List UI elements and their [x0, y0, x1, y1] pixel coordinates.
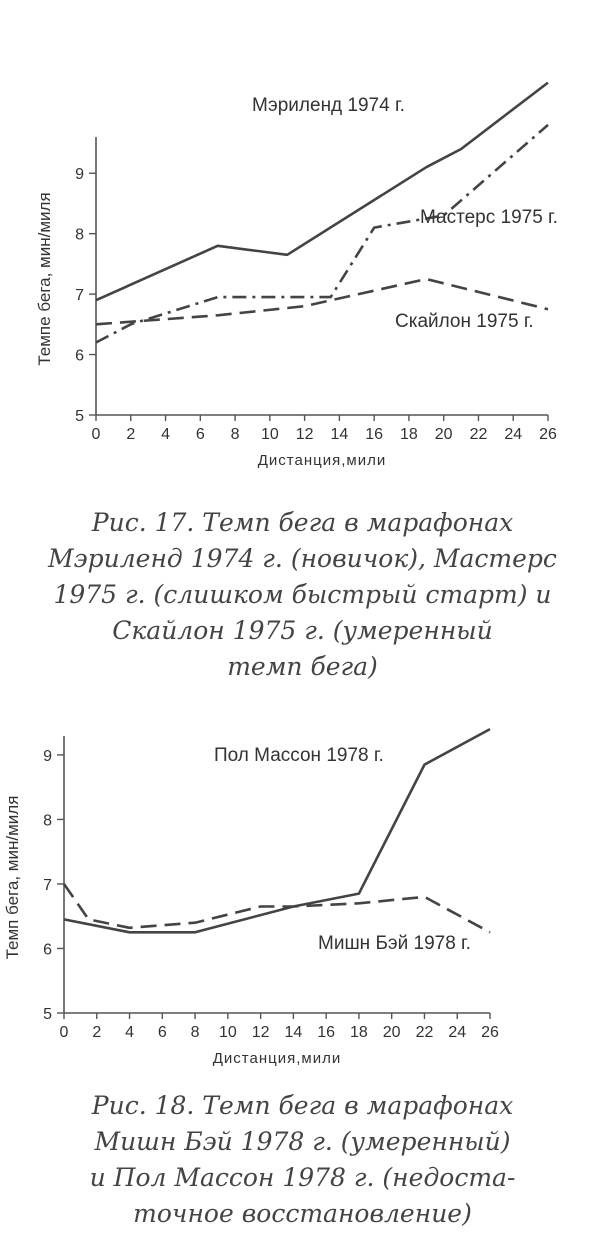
figure-18-caption [0, 1088, 605, 1232]
figure-18-chart [0, 695, 605, 1075]
y-tick-label: 5 [43, 1006, 52, 1023]
y-axis-label: Темп бега, мин/миля [3, 795, 22, 960]
x-tick-label: 0 [91, 426, 101, 443]
caption-line: темп бега) [227, 652, 378, 681]
x-tick-label: 4 [161, 426, 170, 443]
y-tick-label: 5 [75, 408, 84, 425]
x-tick-label: 4 [125, 1024, 134, 1041]
series-label: Мишн Бэй 1978 г. [318, 933, 471, 954]
x-axis-label: Дистанция,мили [212, 1050, 342, 1067]
series-label: Мэриленд 1974 г. [252, 95, 405, 116]
x-tick-label: 16 [365, 426, 384, 443]
x-tick-label: 18 [400, 426, 418, 443]
y-tick-label: 7 [43, 876, 52, 894]
x-tick-label: 18 [350, 1024, 368, 1041]
caption-line: Скайлон 1975 г. (умеренный [112, 616, 493, 645]
caption-line: 1975 г. (слишком быстрый старт) и [53, 580, 552, 609]
caption-line: Рис. 18. Темп бега в марафонах [91, 1091, 514, 1120]
x-tick-label: 20 [434, 426, 453, 443]
caption-line: Мишн Бэй 1978 г. (умеренный) [94, 1127, 511, 1156]
caption-line: Мэриленд 1974 г. (новичок), Мастерс [48, 544, 557, 573]
x-tick-label: 14 [284, 1024, 303, 1041]
x-tick-label: 22 [415, 1024, 434, 1041]
x-axis-label: Дистанция,мили [257, 452, 387, 469]
x-tick-label: 12 [251, 1024, 270, 1041]
caption-line: точное восстановление) [133, 1199, 472, 1228]
figure-17-chart [0, 0, 605, 495]
y-axis-label: Темпе бега, мин/миля [35, 192, 54, 366]
x-tick-label: 2 [92, 1024, 102, 1041]
x-tick-label: 24 [448, 1024, 467, 1041]
x-tick-label: 26 [481, 1024, 499, 1041]
series-label: Мастерс 1975 г. [420, 207, 558, 228]
caption-line: и Пол Массон 1978 г. (недоста- [89, 1163, 516, 1192]
y-tick-label: 6 [75, 347, 84, 365]
x-tick-label: 26 [539, 426, 557, 443]
x-tick-label: 10 [260, 426, 279, 443]
y-tick-label: 8 [43, 812, 52, 830]
x-tick-label: 2 [126, 426, 136, 443]
x-tick-label: 0 [59, 1024, 69, 1041]
x-tick-label: 6 [195, 426, 205, 443]
series-label: Скайлон 1975 г. [395, 311, 534, 332]
series-label: Пол Массон 1978 г. [214, 745, 384, 766]
y-tick-label: 9 [43, 747, 52, 765]
x-tick-label: 10 [218, 1024, 237, 1041]
figure-17-caption [0, 505, 605, 685]
y-tick-label: 6 [43, 941, 52, 959]
x-tick-label: 22 [469, 426, 488, 443]
y-tick-label: 7 [75, 287, 84, 305]
caption-line: Рис. 17. Темп бега в марафонах [91, 508, 514, 537]
x-tick-label: 14 [330, 426, 349, 443]
x-tick-label: 20 [382, 1024, 401, 1041]
y-tick-label: 8 [75, 226, 84, 244]
x-tick-label: 6 [157, 1024, 167, 1041]
series-line-2 [64, 884, 490, 932]
x-tick-label: 16 [317, 1024, 336, 1041]
x-tick-label: 12 [295, 426, 314, 443]
x-tick-label: 8 [190, 1024, 200, 1041]
x-tick-label: 24 [504, 426, 523, 443]
x-tick-label: 8 [230, 426, 240, 443]
y-tick-label: 9 [75, 166, 84, 184]
